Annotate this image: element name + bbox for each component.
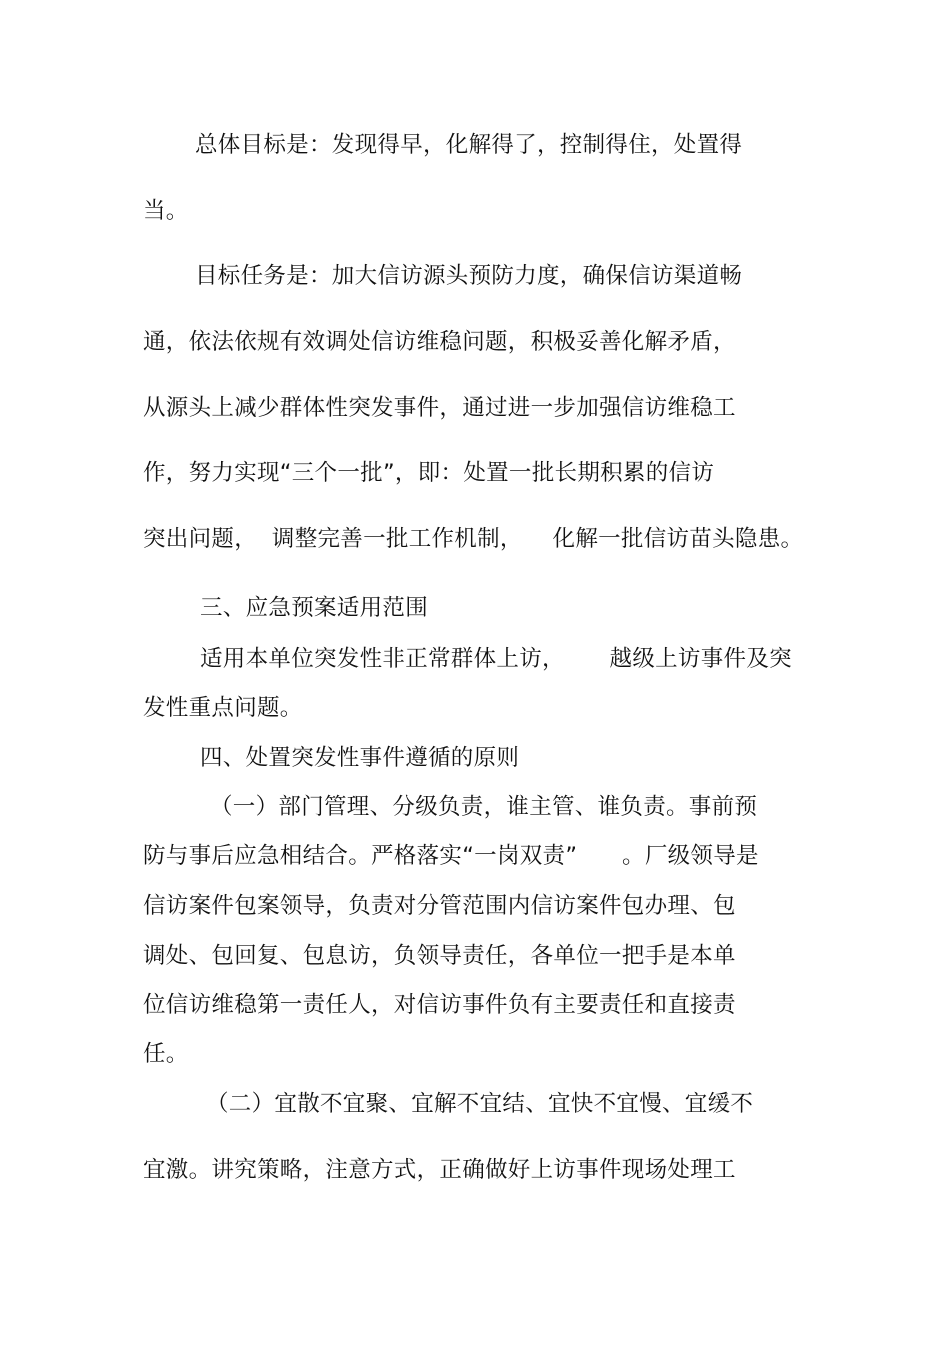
paragraph-line: 突出问题， 调整完善一批工作机制， 化解一批信访苗头隐患。	[143, 526, 804, 552]
paragraph-line: 从源头上减少群体性突发事件，通过进一步加强信访维稳工	[143, 395, 736, 421]
paragraph-line: 通，依法依规有效调处信访维稳问题，积极妥善化解矛盾，	[143, 329, 736, 355]
paragraph-line: 调处、包回复、包息访，负领导责任，各单位一把手是本单	[143, 943, 736, 969]
paragraph-line: 防与事后应急相结合。严格落实“一岗双责” 。厂级领导是	[143, 843, 759, 869]
paragraph-line: 目标任务是：加大信访源头预防力度，确保信访渠道畅	[195, 263, 743, 289]
section-heading: 三、应急预案适用范围	[200, 595, 429, 621]
paragraph-line: 当。	[143, 198, 189, 224]
paragraph-line: 位信访维稳第一责任人，对信访事件负有主要责任和直接责	[143, 992, 736, 1018]
paragraph-line: 作，努力实现“三个一批”，即：处置一批长期积累的信访	[143, 460, 715, 486]
paragraph-line: （二）宜散不宜聚、宜解不宜结、宜快不宜慢、宜缓不	[206, 1091, 754, 1117]
paragraph-line: （一）部门管理、分级负责，谁主管、谁负责。事前预	[210, 794, 758, 820]
paragraph-line: 宜激。讲究策略，注意方式，正确做好上访事件现场处理工	[143, 1157, 736, 1183]
paragraph-line: 信访案件包案领导，负责对分管范围内信访案件包办理、包	[143, 893, 736, 919]
paragraph-line: 总体目标是：发现得早，化解得了，控制得住，处置得	[195, 132, 743, 158]
paragraph-line: 适用本单位突发性非正常群体上访， 越级上访事件及突	[200, 646, 792, 672]
paragraph-line: 任。	[143, 1041, 189, 1067]
section-heading: 四、处置突发性事件遵循的原则	[200, 745, 520, 771]
paragraph-line: 发性重点问题。	[143, 695, 303, 721]
